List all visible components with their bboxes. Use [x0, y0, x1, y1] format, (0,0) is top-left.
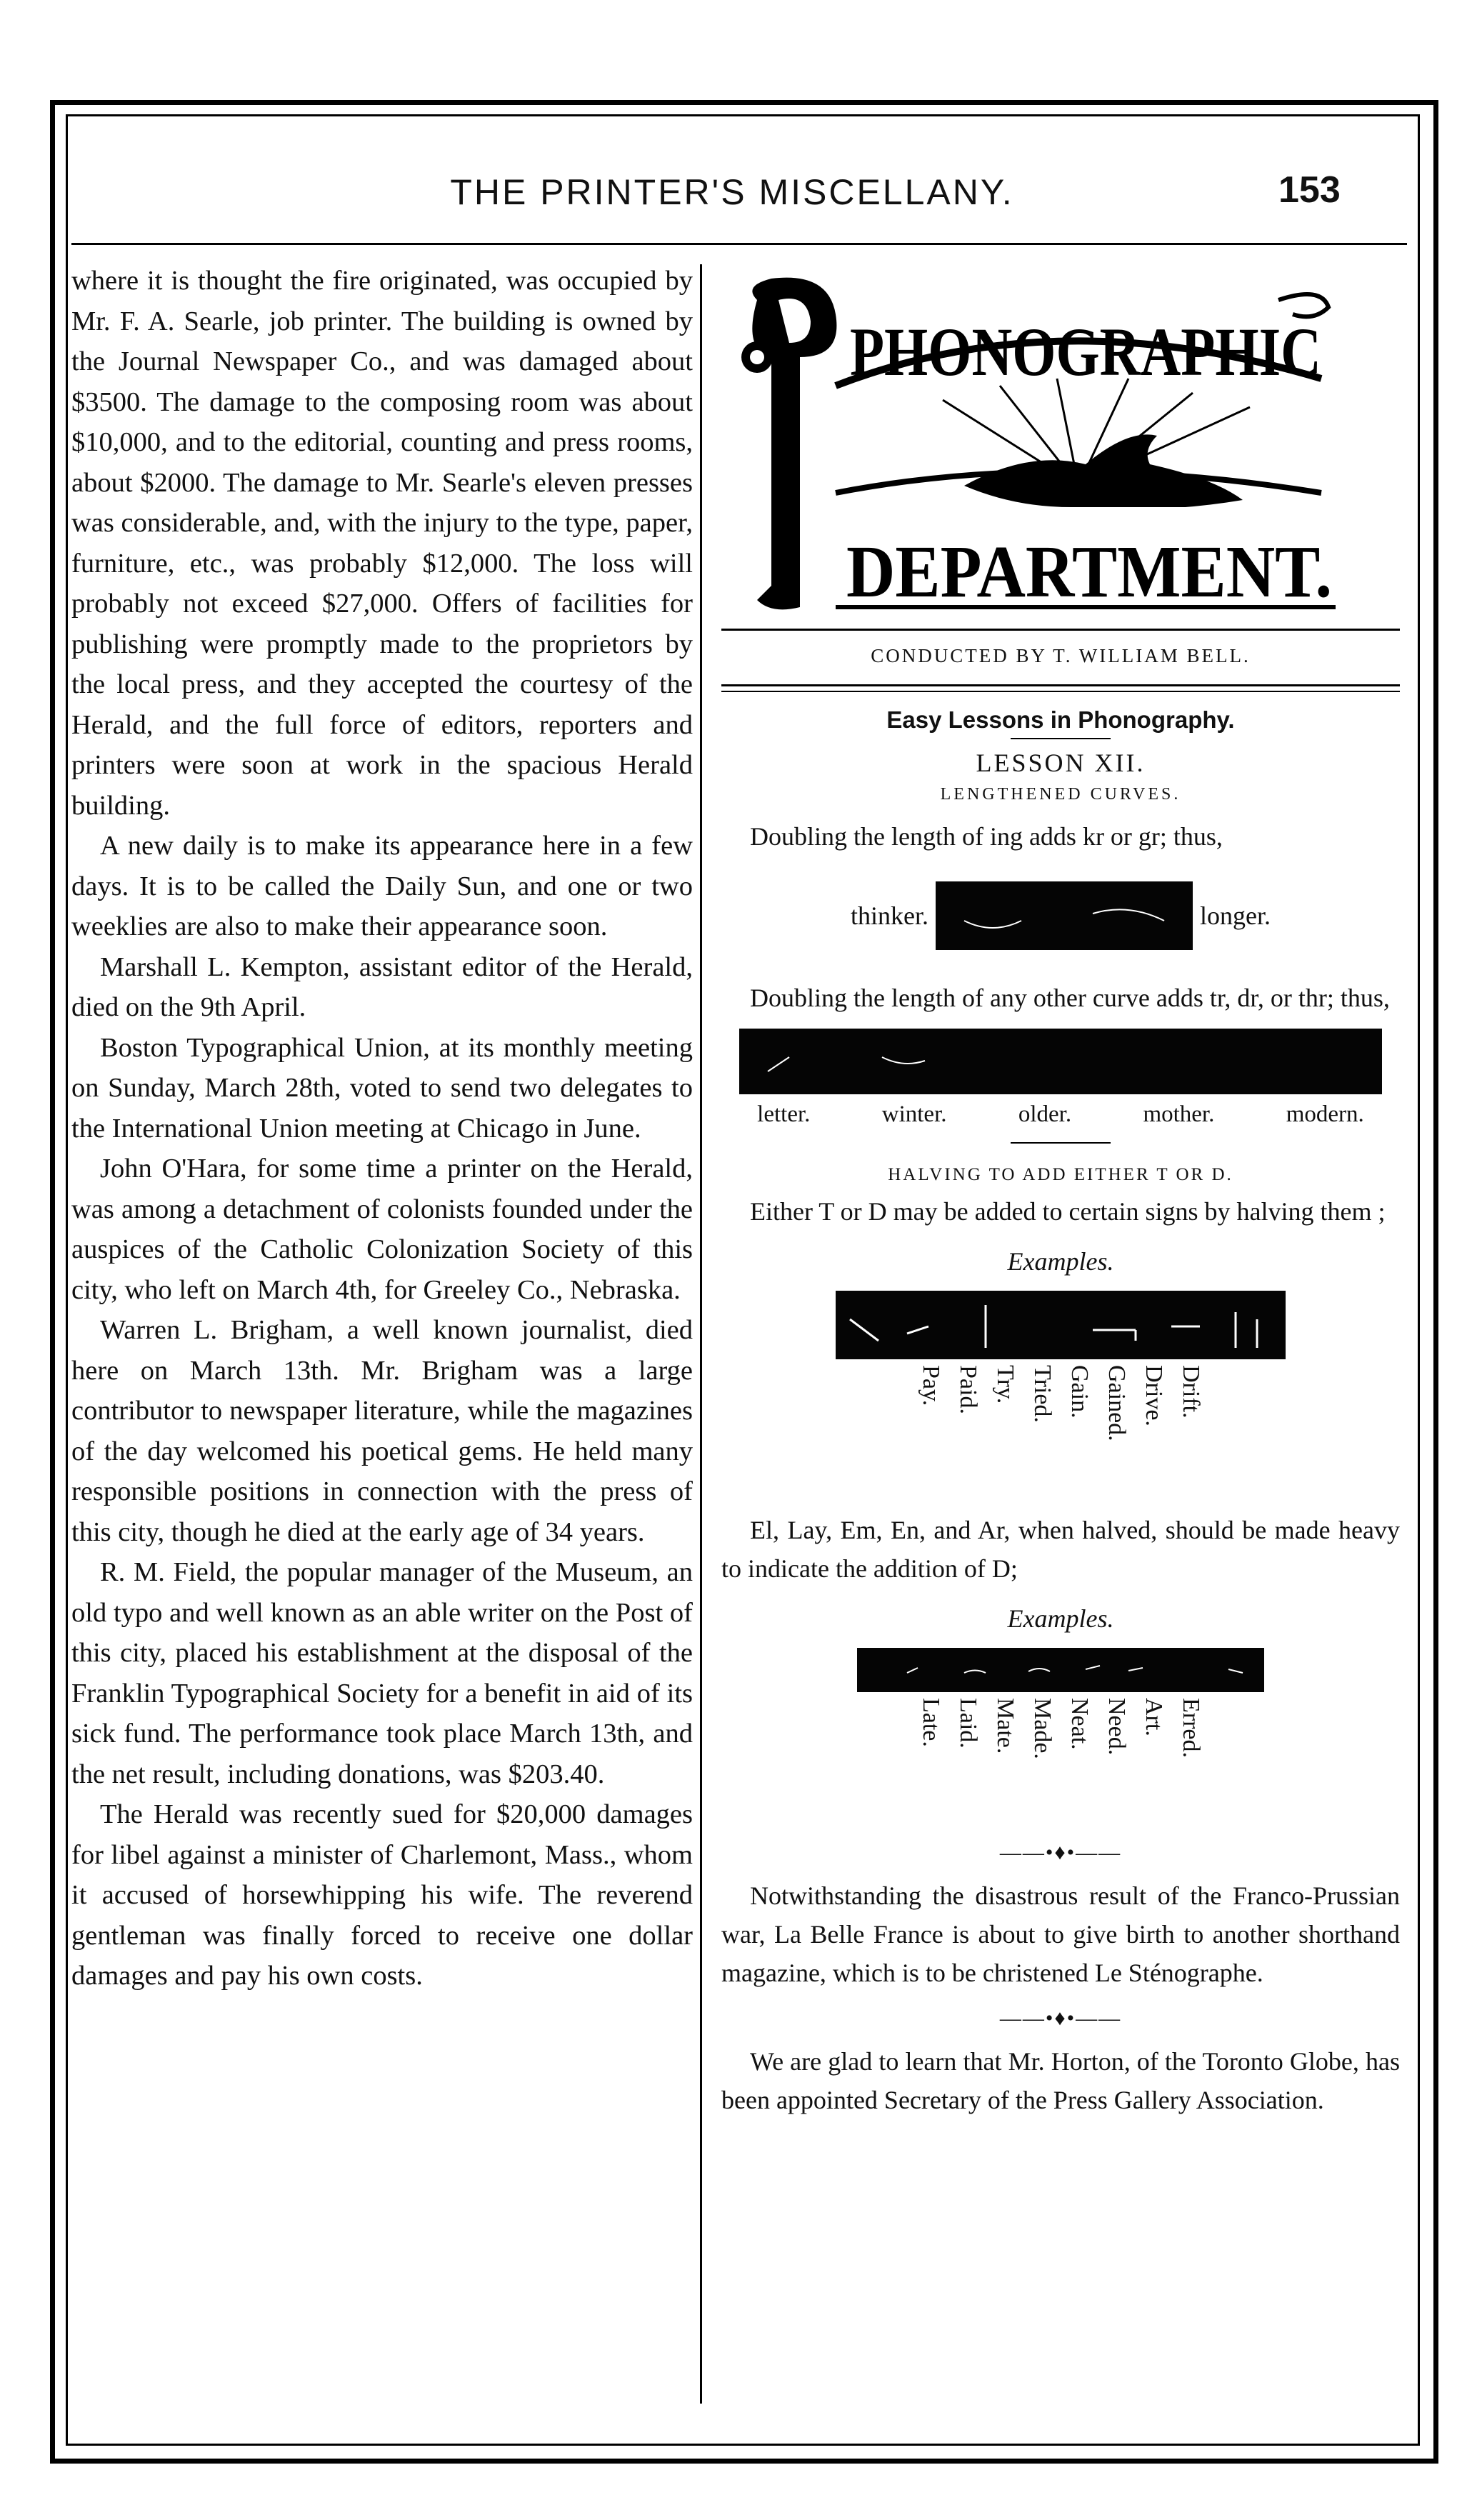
- article-paragraph: Boston Typographical Union, at its monthly meeting on Sunday, March 28th, voted to send two delegates to the International Union meeting at Chicago in June.: [71, 1032, 693, 1144]
- example-word: Try.: [992, 1365, 1018, 1404]
- example-word: Made.: [1029, 1698, 1056, 1759]
- paragraph-horton: We are glad to learn that Mr. Horton, of the Toronto Globe, has been appointed Secretary of the Press Gallery Association.: [721, 2047, 1400, 2114]
- example-ing-row: [721, 881, 1400, 950]
- example-word: Gain.: [1066, 1365, 1093, 1419]
- page-number: 153: [1278, 169, 1341, 211]
- example-word: Paid.: [955, 1365, 981, 1414]
- example-word: Drive.: [1141, 1365, 1167, 1426]
- example-word: Tried.: [1029, 1365, 1056, 1423]
- example-word: Laid.: [955, 1698, 981, 1749]
- examples-label: Examples.: [1007, 1247, 1114, 1276]
- shorthand-sample: [936, 881, 1193, 950]
- example-word: thinker.: [851, 901, 928, 930]
- conducted-by: CONDUCTED BY T. WILLIAM BELL.: [871, 645, 1251, 666]
- example-word: mother.: [1143, 1101, 1215, 1127]
- running-head: THE PRINTER'S MISCELLANY.: [450, 172, 1014, 212]
- ornament-divider: ——•♦•——: [999, 1841, 1122, 1864]
- left-column: [71, 261, 693, 1996]
- example-word-row: [721, 1101, 1400, 1128]
- halving-heading: HALVING TO ADD EITHER T OR D.: [888, 1165, 1233, 1184]
- article-paragraph: where it is thought the fire originated, was occupied by Mr. F. A. Searle, job printer. The building is owned by the Journal Newspaper Co., and was damaged about $3500. The damage to the composing room was about $10,000, and to the editorial, counting and press rooms, about $2000. The damage to Mr. Searle's eleven presses was considerable, and, with the injury to the type, paper, furniture, etc., was probably $12,000. The loss will probably not exceed $27,000. Offers of facilities for publishing were promptly made to the proprietors by the local press, and they accepted the courtesy of the Herald, and the full force of editors, reporters and printers were soon at work in the spacious Herald building.: [71, 266, 693, 821]
- shorthand-sample: [857, 1648, 1264, 1692]
- lesson-number: LESSON XII.: [976, 749, 1146, 777]
- rule: [721, 629, 1400, 631]
- shorthand-sample: [836, 1291, 1286, 1359]
- ornament-divider: ——•♦•——: [999, 2006, 1122, 2030]
- shorthand-sample: [739, 1029, 1382, 1094]
- paragraph-ing: Doubling the length of ing adds kr or gr; thus,: [750, 822, 1223, 851]
- example-words-vertical: [721, 1698, 1400, 1826]
- banner-title-bottom: DEPARTMENT.: [846, 531, 1332, 613]
- article-paragraph: Warren L. Brigham, a well known journalist, died here on March 13th. Mr. Brigham was a large contributor to newspaper literature, while the magazines of the day welcomed his poetical gems. He held many responsible positions in connection with the press of this city, though he died at the early age of 34 years.: [71, 1315, 693, 1547]
- example-word: Gained.: [1103, 1365, 1130, 1441]
- example-heavy-block: [721, 1648, 1400, 1826]
- example-word: Pay.: [918, 1365, 944, 1406]
- paragraph-halving: Either T or D may be added to certain signs by halving them ;: [750, 1197, 1386, 1226]
- column-rule: [700, 264, 702, 2404]
- short-rule: [1011, 1142, 1111, 1144]
- example-word: winter.: [881, 1101, 947, 1127]
- example-word: letter.: [757, 1101, 811, 1127]
- article-paragraph: Marshall L. Kempton, assistant editor of the Herald, died on the 9th April.: [71, 951, 693, 1022]
- examples-label: Examples.: [1007, 1604, 1114, 1633]
- lesson-subheading: LENGTHENED CURVES.: [940, 785, 1181, 804]
- paragraph-other-curve: Doubling the length of any other curve adds tr, dr, or thr; thus,: [750, 984, 1390, 1012]
- header-rule: [71, 243, 1407, 245]
- right-column: [721, 271, 1400, 2119]
- article-paragraph: R. M. Field, the popular manager of the Museum, an old typo and well known as an able writer on the Post of this city, placed his establishment at the disposal of the Franklin Typographical Society for a benefit in aid of its sick fund. The performance took place March 13th, and the net result, including donations, was $203.40.: [71, 1557, 693, 1789]
- article-paragraph: A new daily is to make its appearance here in a few days. It is to be called the Daily Sun, and one or two weeklies are also to make their appearance soon.: [71, 831, 693, 941]
- example-words-vertical: [721, 1365, 1400, 1494]
- short-rule: [1011, 738, 1111, 739]
- department-banner: [729, 271, 1357, 629]
- example-word: older.: [1018, 1101, 1072, 1127]
- paragraph-el-lay: El, Lay, Em, En, and Ar, when halved, should be made heavy to indicate the addition of D;: [721, 1516, 1400, 1583]
- example-word: modern.: [1286, 1101, 1364, 1127]
- paragraph-franco: Notwithstanding the disastrous result of the Franco-Prussian war, La Belle France is about to give birth to another shorthand magazine, which is to be christened Le Sténographe.: [721, 1881, 1400, 1987]
- double-rule: [721, 684, 1400, 692]
- example-word: Mate.: [992, 1698, 1018, 1754]
- example-halving-block: [721, 1291, 1400, 1494]
- example-word: Late.: [918, 1698, 944, 1747]
- example-word: Drift.: [1178, 1365, 1204, 1419]
- article-paragraph: John O'Hara, for some time a printer on the Herald, was among a detachment of colonists founded under the auspices of the Catholic Colonization Society of this city, who left on March 4th, for Greeley Co., Nebraska.: [71, 1154, 693, 1305]
- example-word: longer.: [1200, 901, 1271, 930]
- example-word: Erred.: [1178, 1698, 1204, 1759]
- example-word: Need.: [1103, 1698, 1130, 1756]
- banner-illustration: [729, 271, 1357, 629]
- lesson-heading: Easy Lessons in Phonography.: [886, 706, 1235, 733]
- banner-title-top: PHONOGRAPHIC: [850, 314, 1321, 390]
- example-word: Art.: [1141, 1698, 1167, 1736]
- example-word: Neat.: [1066, 1698, 1093, 1750]
- article-paragraph: The Herald was recently sued for $20,000 damages for libel against a minister of Charlemont, Mass., whom it accused of horsewhipping his wife. The reverend gentleman was finally forced to receive one dollar damages and pay his own costs.: [71, 1799, 693, 1991]
